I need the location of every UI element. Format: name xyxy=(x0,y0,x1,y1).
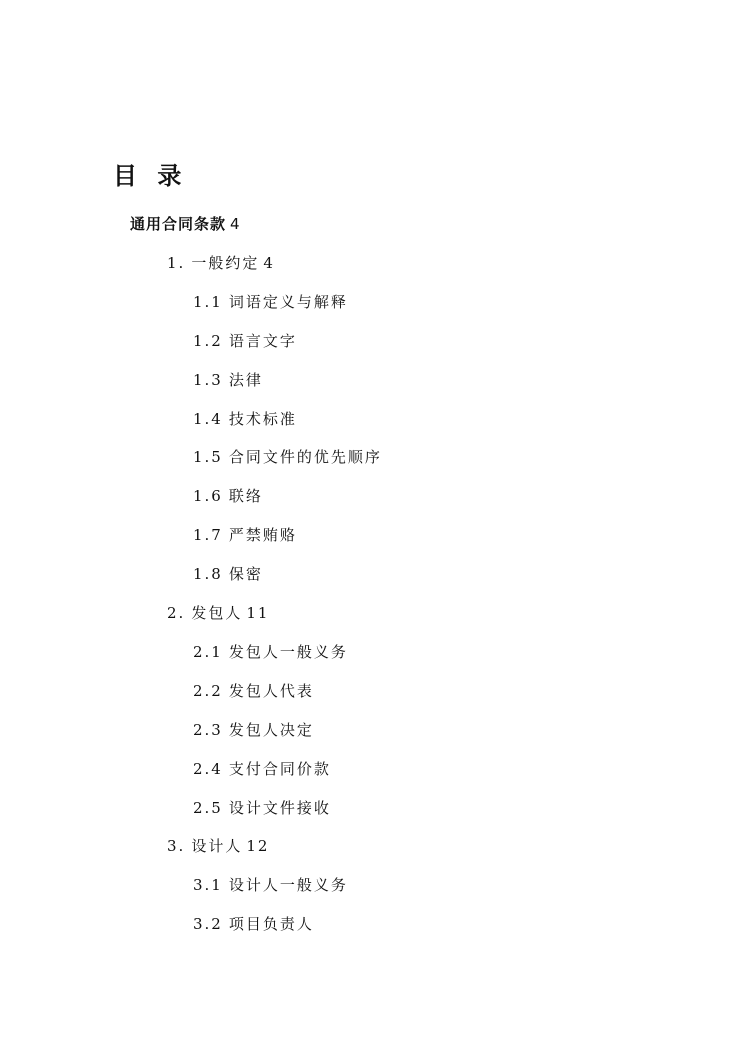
toc-entry-text: 设计人 xyxy=(191,837,243,855)
toc-entry-text: 发包人决定 xyxy=(228,721,314,739)
toc-entry-text: 支付合同价款 xyxy=(228,760,331,778)
toc-entry[interactable] xyxy=(193,681,314,701)
toc-entry[interactable] xyxy=(193,798,331,818)
toc-entry-page-number: 4 xyxy=(263,254,275,272)
toc-entry-text: 法律 xyxy=(228,371,263,389)
toc-entry-number: 1. xyxy=(167,254,186,272)
toc-entry[interactable] xyxy=(167,836,269,856)
toc-entry-text: 严禁贿赂 xyxy=(228,526,297,544)
toc-entry[interactable] xyxy=(193,759,331,779)
toc-entry-text: 发包人一般义务 xyxy=(228,643,348,661)
toc-entry-text: 合同文件的优先顺序 xyxy=(228,448,382,466)
toc-entry[interactable] xyxy=(193,525,297,545)
toc-entry-number: 1.3 xyxy=(193,371,223,389)
toc-entry-number: 1.4 xyxy=(193,410,223,428)
toc-entry-text: 技术标准 xyxy=(228,410,297,428)
toc-entry-number: 2.3 xyxy=(193,721,223,739)
toc-entry-text: 设计人一般义务 xyxy=(228,876,348,894)
toc-entry[interactable] xyxy=(193,409,297,429)
toc-entry[interactable] xyxy=(193,564,263,584)
toc-entry-number: 2.4 xyxy=(193,760,223,778)
toc-entry-text: 通用合同条款 xyxy=(130,215,227,233)
toc-entry[interactable] xyxy=(193,914,314,934)
toc-entry-page-number: 12 xyxy=(246,837,270,855)
toc-entry-number: 1.6 xyxy=(193,487,223,505)
toc-entry[interactable] xyxy=(193,875,348,895)
toc-entry-number: 1.2 xyxy=(193,332,223,350)
toc-entry-number: 2.1 xyxy=(193,643,223,661)
toc-entry[interactable] xyxy=(193,720,314,740)
toc-entry-text: 设计文件接收 xyxy=(228,799,331,817)
toc-entry[interactable] xyxy=(193,370,263,390)
toc-entry[interactable] xyxy=(167,253,275,273)
toc-entry-number: 3. xyxy=(167,837,186,855)
toc-entry-number: 3.1 xyxy=(193,876,223,894)
toc-entry[interactable] xyxy=(167,603,269,623)
toc-entry-number: 1.5 xyxy=(193,448,223,466)
toc-entry-number: 1.1 xyxy=(193,293,223,311)
toc-entry-text: 项目负责人 xyxy=(228,915,314,933)
toc-entry-number: 1.8 xyxy=(193,565,223,583)
toc-entry-text: 词语定义与解释 xyxy=(228,293,348,311)
toc-entry-text: 发包人代表 xyxy=(228,682,314,700)
toc-entry[interactable] xyxy=(193,642,348,662)
toc-entry-number: 2. xyxy=(167,604,186,622)
toc-entry-text: 保密 xyxy=(228,565,263,583)
toc-entry-number: 2.2 xyxy=(193,682,223,700)
toc-entry[interactable] xyxy=(193,486,263,506)
toc-title: 目 录 xyxy=(113,162,188,190)
toc-entry-number: 3.2 xyxy=(193,915,223,933)
toc-entry-text: 发包人 xyxy=(191,604,243,622)
toc-entry-page-number: 11 xyxy=(246,604,270,622)
toc-entry-text: 联络 xyxy=(228,487,263,505)
toc-entry[interactable] xyxy=(193,331,297,351)
toc-entry[interactable] xyxy=(130,214,241,234)
toc-entry[interactable] xyxy=(193,292,348,312)
toc-entry[interactable] xyxy=(193,447,382,467)
toc-entry-number: 2.5 xyxy=(193,799,223,817)
toc-entry-page-number: 4 xyxy=(230,215,241,233)
toc-entry-text: 一般约定 xyxy=(191,254,260,272)
toc-entry-number: 1.7 xyxy=(193,526,223,544)
toc-entry-text: 语言文字 xyxy=(228,332,297,350)
